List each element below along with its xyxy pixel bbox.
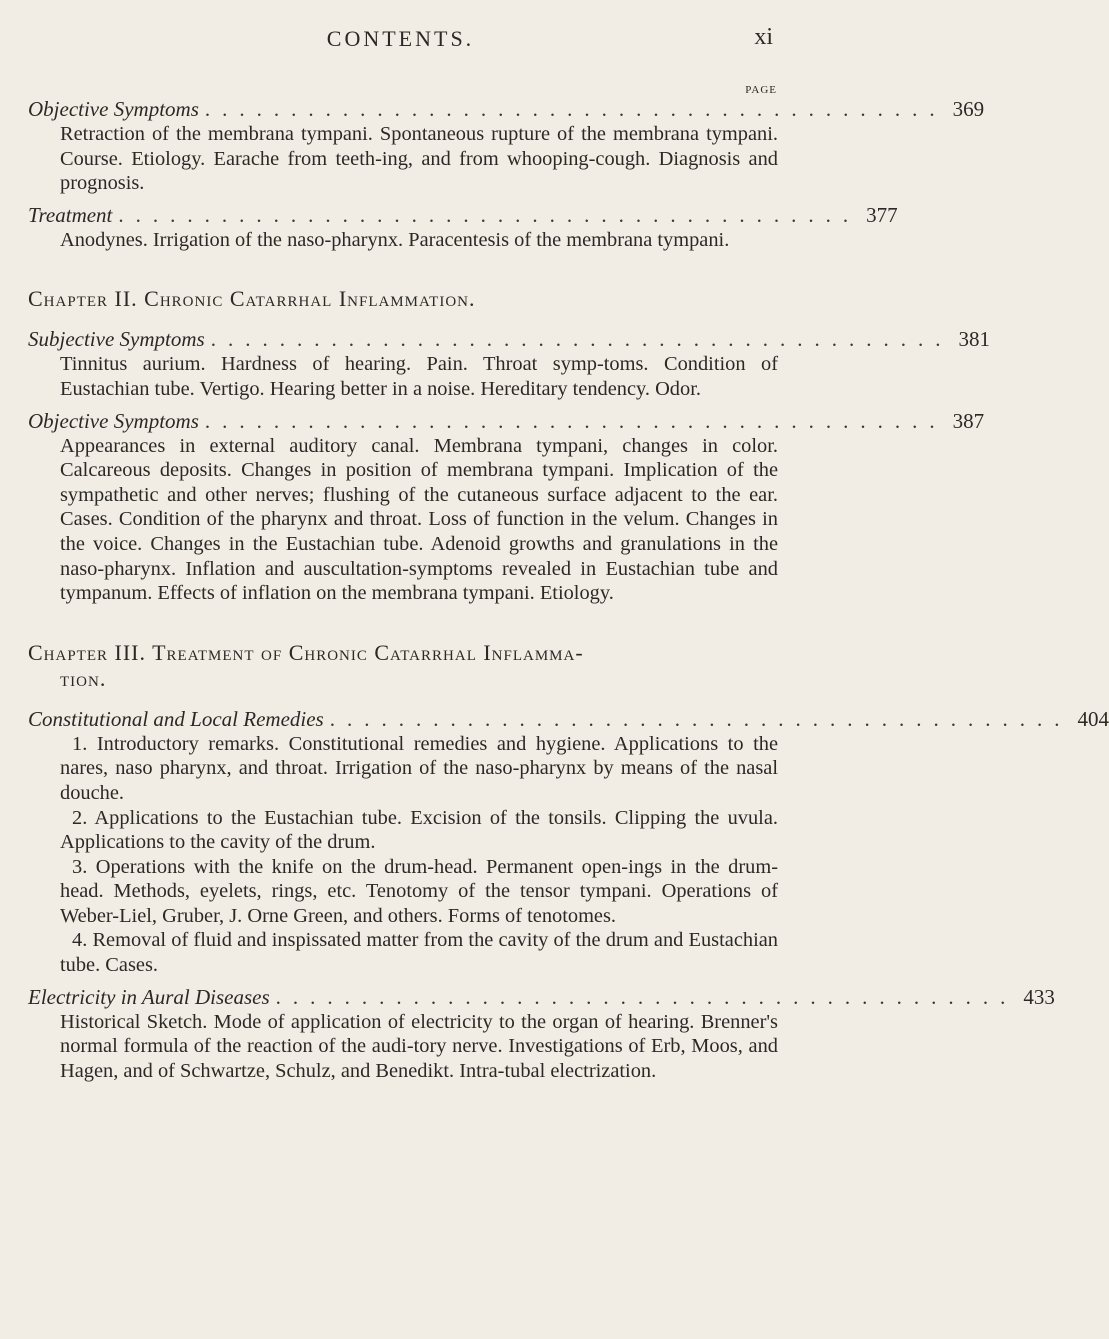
toc-entry-head: [28, 408, 985, 434]
dot-leader: ...........................................: [210, 327, 953, 352]
toc-entry-constitutional-local-remedies: [28, 706, 1109, 978]
toc-page-number: 377: [866, 202, 898, 227]
toc-entry-head: [28, 96, 985, 122]
dot-leader: ...........................................: [118, 202, 861, 227]
toc-entry-objective-symptoms-2: [28, 408, 985, 606]
dot-leader: ...........................................: [329, 706, 1072, 731]
toc-entry-summary: Retraction of the membrana tympani. Spontaneous rupture of the membrana tympani. Course. Etiology. Earache from teeth-ing, and from whooping-cough. Diagnosis and prognosis.: [60, 123, 778, 195]
dot-leader: ...........................................: [204, 97, 947, 121]
contents-list: [28, 96, 1109, 1083]
toc-entry-head: [28, 706, 1109, 732]
chapter-heading-continued: tion.: [60, 665, 107, 691]
toc-entry-title: Treatment: [28, 202, 113, 227]
toc-entry-title: Subjective Symptoms: [28, 327, 205, 352]
toc-page-number: 381: [958, 327, 990, 352]
toc-subitem: 4. Removal of fluid and inspissated matter from the cavity of the drum and Eustachian tube. Cases.: [60, 929, 778, 977]
toc-entry-summary: Tinnitus aurium. Hardness of hearing. Pain. Throat symp-toms. Condition of Eustachian tube. Vertigo. Hearing better in a noise. Hereditary tendency. Odor.: [60, 353, 778, 400]
toc-page-number: 404: [1077, 706, 1109, 731]
toc-entry-items: [28, 732, 778, 978]
dot-leader: ...........................................: [275, 984, 1018, 1009]
toc-entry-summary: Anodynes. Irrigation of the naso-pharynx. Paracentesis of the membrana tympani.: [60, 228, 730, 251]
toc-entry-summary: Appearances in external auditory canal. Membrana tympani, changes in color. Calcareous deposits. Changes in position of membrana tympani. Implication of the sympathetic and other nerves; flushing of the cutaneous surface adjacent to the ear. Cases. Condition of the pharynx and throat. Loss of function in the velum. Changes in the voice. Changes in the Eustachian tube. Adenoid growths and granulations in the naso-pharynx. Inflation and auscultation-symptoms revealed in Eustachian tube and tympanum. Effects of inflation on the membrana tympani. Etiology.: [60, 434, 778, 605]
toc-entry-title: Electricity in Aural Diseases: [28, 984, 270, 1009]
toc-entry-head: [28, 326, 990, 352]
toc-page-number: 369: [952, 97, 985, 121]
toc-subitem: 1. Introductory remarks. Constitutional remedies and hygiene. Applications to the nares, naso pharynx, and throat. Irrigation of the naso-pharynx by means of the nasal douche.: [60, 732, 778, 804]
toc-page-number: 433: [1023, 984, 1055, 1009]
dot-leader: ...........................................: [204, 408, 947, 433]
toc-entry-head: [28, 984, 1055, 1010]
toc-entry-title: Objective Symptoms: [28, 408, 199, 433]
toc-subitem: 2. Applications to the Eustachian tube. Excision of the tonsils. Clipping the uvula. Applications to the cavity of the drum.: [60, 806, 778, 854]
chapter-heading: Chapter II. Chronic Catarrhal Inflammation.: [28, 286, 476, 312]
toc-entry-subjective-symptoms: [28, 326, 990, 401]
toc-subitem: 3. Operations with the knife on the drum-head. Permanent open-ings in the drum-head. Methods, eyelets, rings, etc. Tenotomy of the tensor tympani. Operations of Weber-Liel, Gruber, J. Orne Green, and others. Forms of tenotomes.: [60, 855, 778, 927]
toc-entry-head: [28, 202, 898, 228]
chapter-heading: Chapter III. Treatment of Chronic Catarrhal Inflamma-: [28, 639, 584, 665]
toc-entry-summary: Historical Sketch. Mode of application of electricity to the organ of hearing. Brenner's normal formula of the reaction of the audi-tory nerve. Investigations of Erb, Moos, and Hagen, and of Schwartze, Schulz, and Benedikt. Intra-tubal electrization.: [60, 1010, 778, 1082]
running-head: [0, 18, 801, 54]
page-column-label: PAGE: [745, 84, 777, 96]
toc-entry-title: Constitutional and Local Remedies: [28, 706, 324, 731]
running-title: CONTENTS.: [326, 26, 475, 51]
toc-page-number: 387: [952, 408, 985, 433]
page-folio: xi: [754, 24, 773, 50]
toc-entry-objective-symptoms: [28, 96, 985, 196]
toc-entry-electricity-aural-diseases: [28, 984, 1055, 1084]
toc-entry-title: Objective Symptoms: [28, 97, 199, 121]
toc-entry-treatment: [28, 202, 898, 253]
